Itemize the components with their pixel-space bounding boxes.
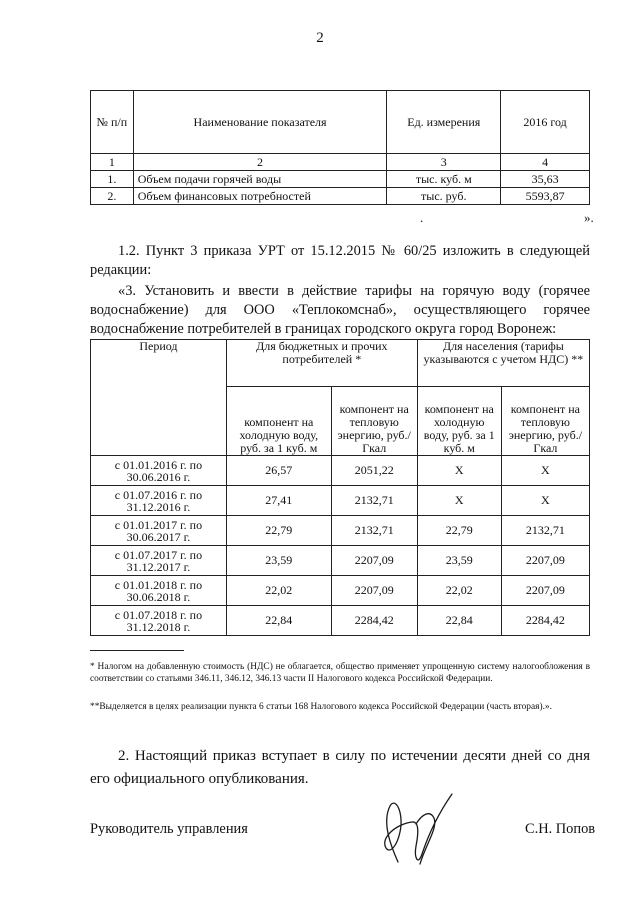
- table-cell: тыс. куб. м: [387, 171, 501, 188]
- numbering-cell: 2: [133, 154, 387, 171]
- table-row: [91, 576, 590, 606]
- handwritten-signature: [360, 784, 470, 874]
- table-cell: Объем финансовых потребностей: [133, 188, 387, 205]
- header-cell: 2016 год: [501, 91, 590, 154]
- table-row: [91, 516, 590, 546]
- subheader-population-cold: компонент на холодную воду, руб. за 1 куб. м: [417, 387, 501, 456]
- table-cell: 22,84: [226, 606, 331, 636]
- paragraph-1-2: 1.2. Пункт 3 приказа УРТ от 15.12.2015 № 60/25 изложить в следующей редакции:: [90, 243, 590, 278]
- table-cell: 2207,09: [501, 546, 589, 576]
- numbering-row: [91, 154, 590, 171]
- header-period: Период: [91, 340, 227, 456]
- table-header-row: [91, 340, 590, 387]
- table-cell: X: [417, 456, 501, 486]
- numbering-cell: 3: [387, 154, 501, 171]
- paragraph-2-effective: 2. Настоящий приказ вступает в силу по истечении десяти дней со дня его официального опубликования.: [90, 748, 590, 787]
- table-row: [91, 171, 590, 188]
- period-cell: с 01.01.2017 г. по 30.06.2017 г.: [91, 516, 227, 546]
- numbering-cell: 4: [501, 154, 590, 171]
- tariff-table: [90, 339, 590, 636]
- table-row: [91, 546, 590, 576]
- period-cell: с 01.01.2016 г. по 30.06.2016 г.: [91, 456, 227, 486]
- header-cell: Ед. измерения: [387, 91, 501, 154]
- footnote-vat: * Налогом на добавленную стоимость (НДС) не облагается, общество применяет упрощенную систему налогообложения в соответствии со статьями 346.11, 346.12, 346.13 части II Налогового кодекса Российской Федерации.: [90, 662, 590, 684]
- table-cell: 22,02: [226, 576, 331, 606]
- table-cell: 23,59: [417, 546, 501, 576]
- table-cell: 2.: [91, 188, 134, 205]
- table-cell: 2207,09: [331, 576, 417, 606]
- period-cell: с 01.07.2017 г. по 31.12.2017 г.: [91, 546, 227, 576]
- subheader-budget-heat: компонент на тепловую энергию, руб./Гкал: [331, 387, 417, 456]
- table-cell: 27,41: [226, 486, 331, 516]
- closing-quote: ».: [584, 210, 594, 225]
- signatory-name: С.Н. Попов: [525, 821, 596, 837]
- table-cell: X: [417, 486, 501, 516]
- paragraph-3-quote: «3. Установить и ввести в действие тарифы на горячую воду (горячее водоснабжение) для ООО «Теплокомснаб», осуществляющего горячее водоснабжение потребителей в границах городского округа город Воронеж:: [90, 283, 590, 337]
- table-cell: X: [501, 456, 589, 486]
- table-cell: 22,84: [417, 606, 501, 636]
- table-row: [91, 188, 590, 205]
- table-row: [91, 486, 590, 516]
- table-row: [91, 456, 590, 486]
- header-population-group: Для населения (тарифы указываются с учетом НДС) **: [417, 340, 589, 387]
- table-cell: 35,63: [501, 171, 590, 188]
- table-cell: 26,57: [226, 456, 331, 486]
- trailing-dot: .: [420, 210, 424, 225]
- signatory-title: Руководитель управления: [90, 821, 248, 837]
- header-budget-group: Для бюджетных и прочих потребителей *: [226, 340, 417, 387]
- table-cell: 1.: [91, 171, 134, 188]
- table-cell: 22,79: [226, 516, 331, 546]
- period-cell: с 01.07.2018 г. по 31.12.2018 г.: [91, 606, 227, 636]
- header-cell: Наименование показателя: [133, 91, 387, 154]
- period-cell: с 01.01.2018 г. по 30.06.2018 г.: [91, 576, 227, 606]
- table-cell: тыс. руб.: [387, 188, 501, 205]
- table-cell: 2207,09: [501, 576, 589, 606]
- table-row: [91, 606, 590, 636]
- subheader-population-heat: компонент на тепловую энергию, руб./Гкал: [501, 387, 589, 456]
- table-cell: 2132,71: [501, 516, 589, 546]
- table-cell: 2207,09: [331, 546, 417, 576]
- volume-table: [90, 90, 590, 205]
- period-cell: с 01.07.2016 г. по 31.12.2016 г.: [91, 486, 227, 516]
- header-cell: № п/п: [91, 91, 134, 154]
- table-cell: 23,59: [226, 546, 331, 576]
- table-cell: Объем подачи горячей воды: [133, 171, 387, 188]
- table-cell: 2132,71: [331, 486, 417, 516]
- subheader-budget-cold: компонент на холодную воду, руб. за 1 куб. м: [226, 387, 331, 456]
- page-number: 2: [316, 30, 324, 46]
- table-cell: 2051,22: [331, 456, 417, 486]
- table-cell: 2284,42: [501, 606, 589, 636]
- table-cell: 22,02: [417, 576, 501, 606]
- footnote-divider: [90, 650, 184, 651]
- table-cell: 2284,42: [331, 606, 417, 636]
- table-cell: X: [501, 486, 589, 516]
- table-cell: 5593,87: [501, 188, 590, 205]
- table-cell: 2132,71: [331, 516, 417, 546]
- numbering-cell: 1: [91, 154, 134, 171]
- footnote-article-168: **Выделяется в целях реализации пункта 6 статьи 168 Налогового кодекса Российской Федерации (часть вторая).».: [90, 702, 552, 712]
- table-header-row: [91, 91, 590, 154]
- table-cell: 22,79: [417, 516, 501, 546]
